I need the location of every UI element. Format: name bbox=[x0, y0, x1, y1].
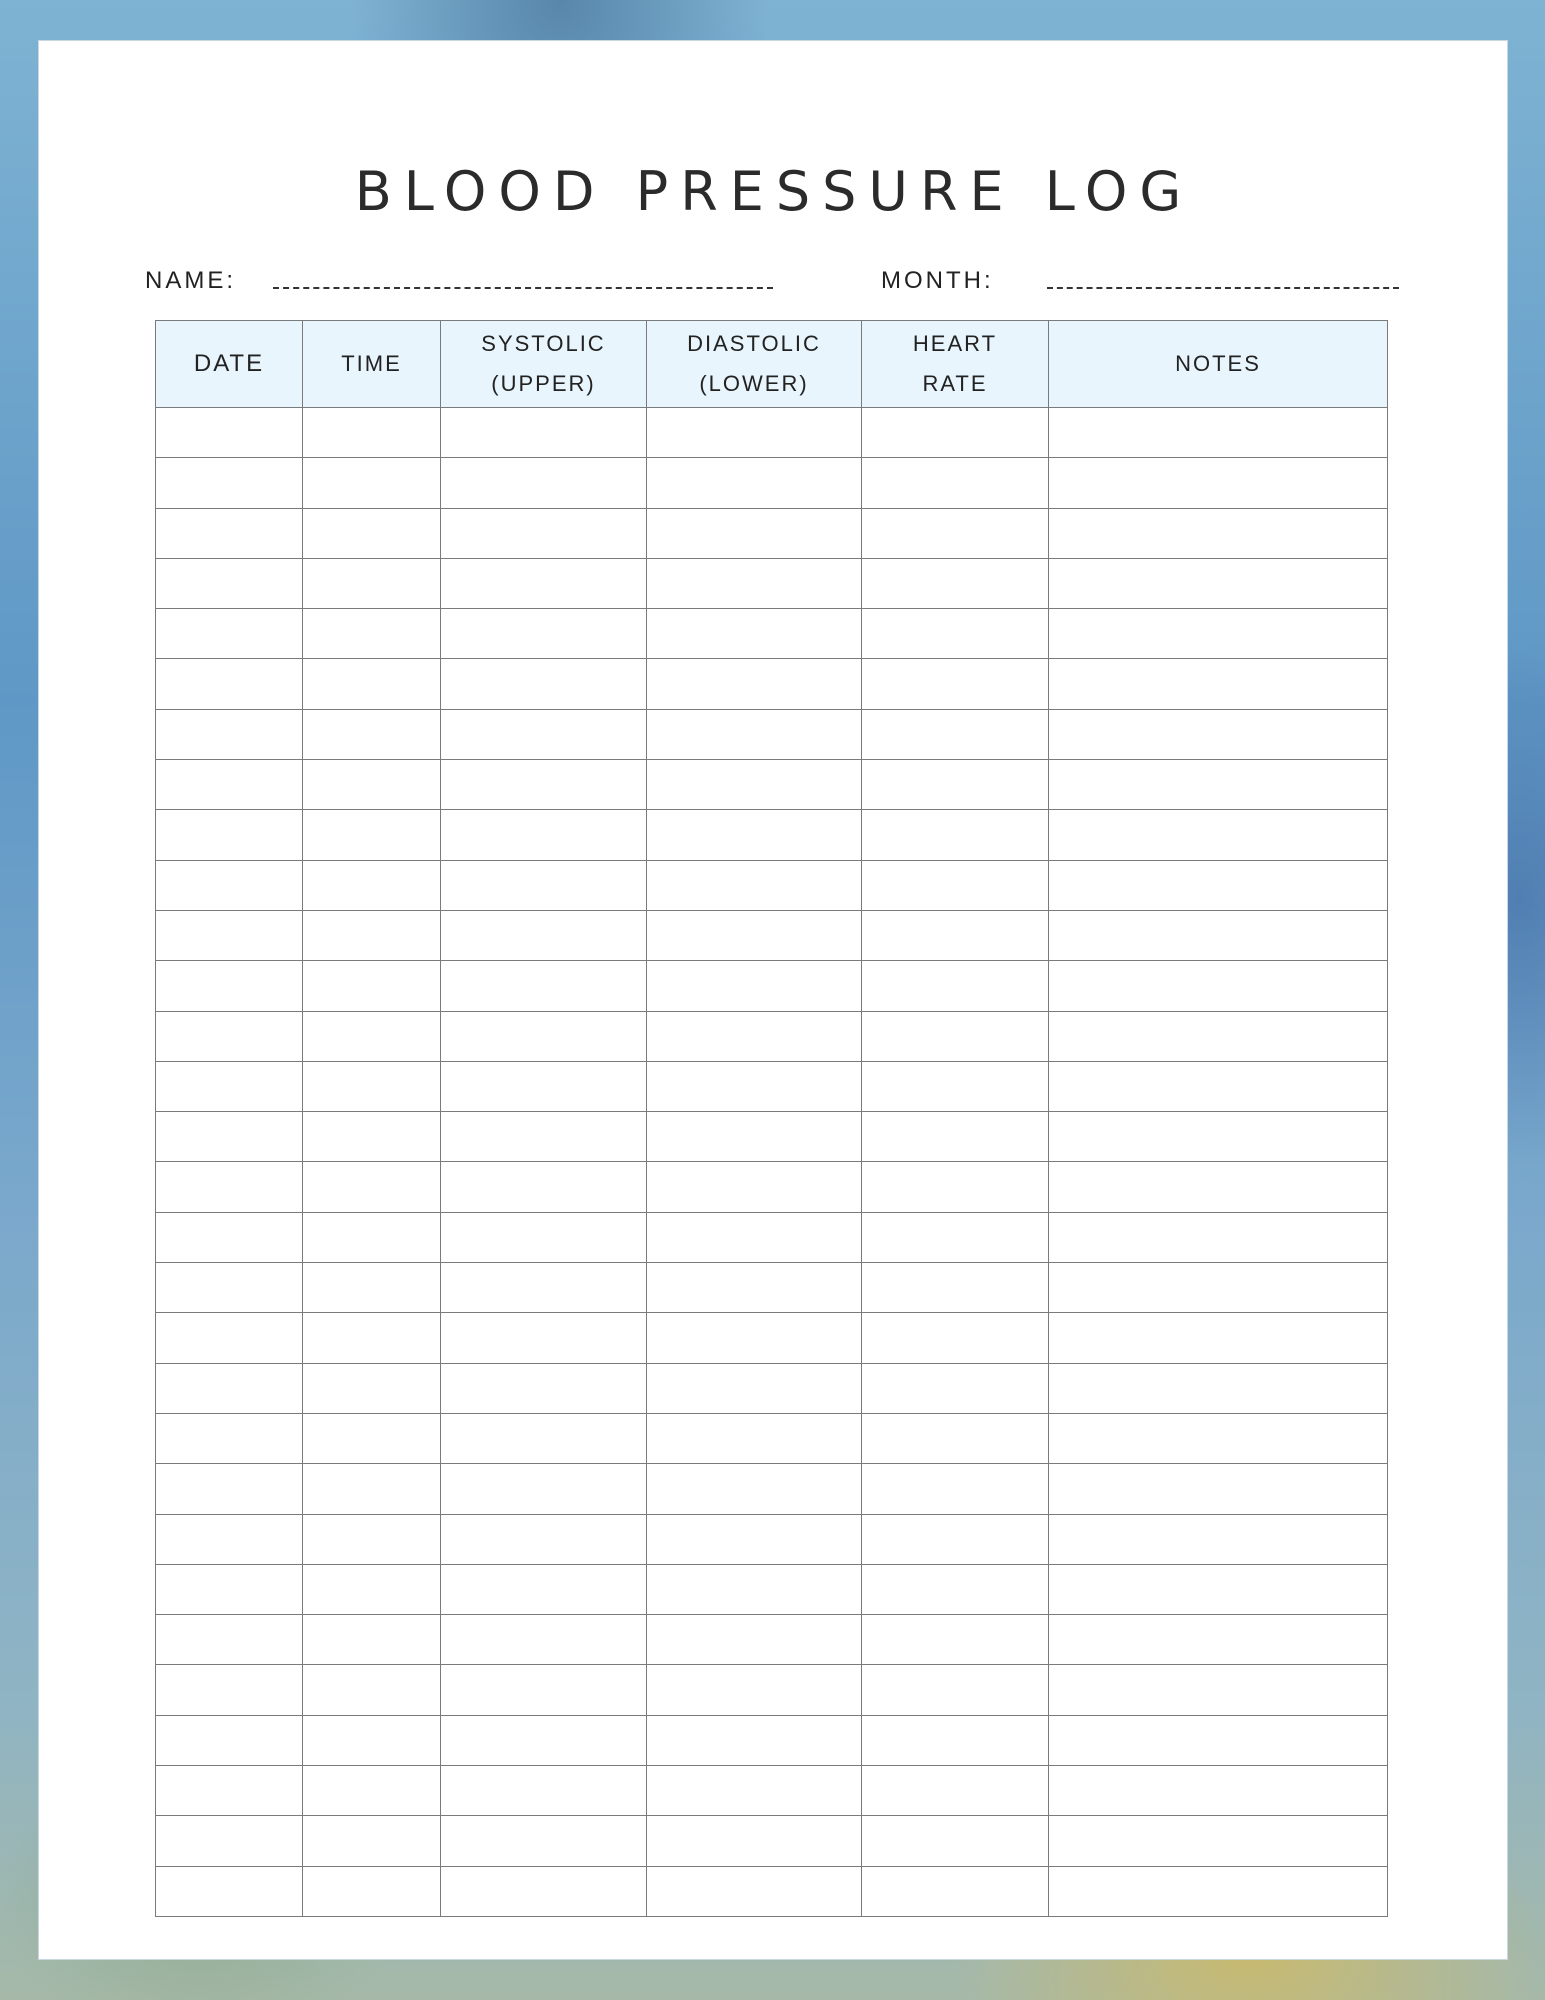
cell-notes[interactable] bbox=[1049, 1715, 1388, 1765]
page-title: BLOOD PRESSURE LOG bbox=[354, 160, 1194, 223]
cell-heart-rate[interactable] bbox=[862, 1766, 1049, 1816]
cell-heart-rate[interactable] bbox=[862, 1162, 1049, 1212]
log-body bbox=[156, 408, 1388, 1917]
table-row bbox=[156, 1816, 1388, 1866]
cell-date[interactable] bbox=[156, 408, 303, 458]
cell-heart-rate[interactable] bbox=[862, 1665, 1049, 1715]
cell-heart-rate[interactable] bbox=[862, 1816, 1049, 1866]
table-row bbox=[156, 558, 1388, 608]
cell-notes[interactable] bbox=[1049, 1514, 1388, 1564]
cell-time[interactable] bbox=[303, 1514, 441, 1564]
cell-systolic[interactable] bbox=[441, 1162, 647, 1212]
cell-notes[interactable] bbox=[1049, 1263, 1388, 1313]
table-row bbox=[156, 1413, 1388, 1463]
cell-heart-rate[interactable] bbox=[862, 1011, 1049, 1061]
cell-time[interactable] bbox=[303, 1766, 441, 1816]
cell-notes[interactable] bbox=[1049, 1464, 1388, 1514]
cell-heart-rate[interactable] bbox=[862, 1464, 1049, 1514]
cell-diastolic[interactable] bbox=[647, 910, 862, 960]
cell-systolic[interactable] bbox=[441, 709, 647, 759]
cell-systolic[interactable] bbox=[441, 408, 647, 458]
cell-diastolic[interactable] bbox=[647, 961, 862, 1011]
cell-date[interactable] bbox=[156, 1715, 303, 1765]
table-row bbox=[156, 1313, 1388, 1363]
cell-systolic[interactable] bbox=[441, 910, 647, 960]
cell-heart-rate[interactable] bbox=[862, 1313, 1049, 1363]
cell-date[interactable] bbox=[156, 1615, 303, 1665]
table-row bbox=[156, 910, 1388, 960]
table-row bbox=[156, 458, 1388, 508]
cell-systolic[interactable] bbox=[441, 1766, 647, 1816]
cell-notes[interactable] bbox=[1049, 408, 1388, 458]
cell-heart-rate[interactable] bbox=[862, 1564, 1049, 1614]
cell-date[interactable] bbox=[156, 709, 303, 759]
cell-systolic[interactable] bbox=[441, 1665, 647, 1715]
cell-date[interactable] bbox=[156, 558, 303, 608]
cell-date[interactable] bbox=[156, 760, 303, 810]
cell-time[interactable] bbox=[303, 1866, 441, 1916]
cell-time[interactable] bbox=[303, 1816, 441, 1866]
cell-diastolic[interactable] bbox=[647, 1514, 862, 1564]
cell-heart-rate[interactable] bbox=[862, 1112, 1049, 1162]
cell-heart-rate[interactable] bbox=[862, 961, 1049, 1011]
table-row bbox=[156, 709, 1388, 759]
cell-heart-rate[interactable] bbox=[862, 1363, 1049, 1413]
cell-notes[interactable] bbox=[1049, 508, 1388, 558]
table-row bbox=[156, 1514, 1388, 1564]
cell-notes[interactable] bbox=[1049, 1816, 1388, 1866]
header-diastolic: DIASTOLIC (LOWER) bbox=[647, 321, 862, 408]
cell-diastolic[interactable] bbox=[647, 1615, 862, 1665]
cell-time[interactable] bbox=[303, 1162, 441, 1212]
table-row bbox=[156, 1766, 1388, 1816]
cell-systolic[interactable] bbox=[441, 1816, 647, 1866]
cell-notes[interactable] bbox=[1049, 558, 1388, 608]
cell-date[interactable] bbox=[156, 1766, 303, 1816]
cell-time[interactable] bbox=[303, 408, 441, 458]
name-input-line[interactable] bbox=[273, 261, 773, 289]
cell-systolic[interactable] bbox=[441, 1061, 647, 1111]
cell-notes[interactable] bbox=[1049, 1212, 1388, 1262]
cell-time[interactable] bbox=[303, 810, 441, 860]
cell-systolic[interactable] bbox=[441, 1363, 647, 1413]
cell-time[interactable] bbox=[303, 709, 441, 759]
cell-systolic[interactable] bbox=[441, 508, 647, 558]
cell-systolic[interactable] bbox=[441, 1866, 647, 1916]
cell-diastolic[interactable] bbox=[647, 1464, 862, 1514]
cell-date[interactable] bbox=[156, 1816, 303, 1866]
cell-date[interactable] bbox=[156, 508, 303, 558]
cell-systolic[interactable] bbox=[441, 1514, 647, 1564]
cell-diastolic[interactable] bbox=[647, 1061, 862, 1111]
cell-notes[interactable] bbox=[1049, 1313, 1388, 1363]
cell-date[interactable] bbox=[156, 1413, 303, 1463]
cell-time[interactable] bbox=[303, 508, 441, 558]
cell-diastolic[interactable] bbox=[647, 709, 862, 759]
cell-time[interactable] bbox=[303, 1263, 441, 1313]
header-time: TIME bbox=[303, 321, 441, 408]
cell-heart-rate[interactable] bbox=[862, 558, 1049, 608]
cell-notes[interactable] bbox=[1049, 1866, 1388, 1916]
cell-time[interactable] bbox=[303, 609, 441, 659]
table-row bbox=[156, 1715, 1388, 1765]
cell-systolic[interactable] bbox=[441, 1615, 647, 1665]
cell-date[interactable] bbox=[156, 1061, 303, 1111]
cell-systolic[interactable] bbox=[441, 860, 647, 910]
cell-diastolic[interactable] bbox=[647, 558, 862, 608]
cell-time[interactable] bbox=[303, 910, 441, 960]
cell-diastolic[interactable] bbox=[647, 1766, 862, 1816]
table-row bbox=[156, 1615, 1388, 1665]
cell-notes[interactable] bbox=[1049, 860, 1388, 910]
table-row bbox=[156, 860, 1388, 910]
cell-time[interactable] bbox=[303, 458, 441, 508]
table-row bbox=[156, 1212, 1388, 1262]
cell-date[interactable] bbox=[156, 1866, 303, 1916]
cell-time[interactable] bbox=[303, 1313, 441, 1363]
table-row bbox=[156, 810, 1388, 860]
cell-time[interactable] bbox=[303, 558, 441, 608]
log-table bbox=[155, 320, 1388, 1917]
cell-notes[interactable] bbox=[1049, 1615, 1388, 1665]
cell-date[interactable] bbox=[156, 961, 303, 1011]
cell-systolic[interactable] bbox=[441, 1112, 647, 1162]
cell-systolic[interactable] bbox=[441, 558, 647, 608]
cell-date[interactable] bbox=[156, 1112, 303, 1162]
cell-heart-rate[interactable] bbox=[862, 1061, 1049, 1111]
cell-heart-rate[interactable] bbox=[862, 1263, 1049, 1313]
month-label: MONTH: bbox=[881, 267, 994, 294]
cell-diastolic[interactable] bbox=[647, 458, 862, 508]
cell-time[interactable] bbox=[303, 961, 441, 1011]
cell-heart-rate[interactable] bbox=[862, 1212, 1049, 1262]
cell-notes[interactable] bbox=[1049, 910, 1388, 960]
cell-systolic[interactable] bbox=[441, 1413, 647, 1463]
cell-time[interactable] bbox=[303, 1363, 441, 1413]
cell-systolic[interactable] bbox=[441, 760, 647, 810]
cell-notes[interactable] bbox=[1049, 1766, 1388, 1816]
cell-notes[interactable] bbox=[1049, 961, 1388, 1011]
cell-systolic[interactable] bbox=[441, 961, 647, 1011]
cell-date[interactable] bbox=[156, 860, 303, 910]
cell-diastolic[interactable] bbox=[647, 1162, 862, 1212]
header-heart-rate: HEART RATE bbox=[862, 321, 1049, 408]
header-systolic: SYSTOLIC (UPPER) bbox=[441, 321, 647, 408]
cell-systolic[interactable] bbox=[441, 1011, 647, 1061]
cell-diastolic[interactable] bbox=[647, 508, 862, 558]
cell-diastolic[interactable] bbox=[647, 1665, 862, 1715]
name-label: NAME: bbox=[145, 267, 237, 294]
cell-diastolic[interactable] bbox=[647, 1866, 862, 1916]
cell-time[interactable] bbox=[303, 1061, 441, 1111]
cell-diastolic[interactable] bbox=[647, 1816, 862, 1866]
table-row bbox=[156, 1564, 1388, 1614]
cell-heart-rate[interactable] bbox=[862, 1866, 1049, 1916]
cell-notes[interactable] bbox=[1049, 1112, 1388, 1162]
cell-date[interactable] bbox=[156, 458, 303, 508]
cell-date[interactable] bbox=[156, 659, 303, 709]
header-date: DATE bbox=[156, 321, 303, 408]
cell-time[interactable] bbox=[303, 1464, 441, 1514]
cell-date[interactable] bbox=[156, 1162, 303, 1212]
cell-heart-rate[interactable] bbox=[862, 709, 1049, 759]
table-row bbox=[156, 408, 1388, 458]
cell-notes[interactable] bbox=[1049, 709, 1388, 759]
cell-systolic[interactable] bbox=[441, 1263, 647, 1313]
table-row bbox=[156, 1866, 1388, 1916]
cell-time[interactable] bbox=[303, 1665, 441, 1715]
cell-time[interactable] bbox=[303, 860, 441, 910]
cell-heart-rate[interactable] bbox=[862, 659, 1049, 709]
table-row bbox=[156, 961, 1388, 1011]
cell-diastolic[interactable] bbox=[647, 609, 862, 659]
cell-diastolic[interactable] bbox=[647, 408, 862, 458]
cell-time[interactable] bbox=[303, 659, 441, 709]
cell-notes[interactable] bbox=[1049, 1363, 1388, 1413]
cell-systolic[interactable] bbox=[441, 1564, 647, 1614]
cell-heart-rate[interactable] bbox=[862, 810, 1049, 860]
cell-time[interactable] bbox=[303, 1615, 441, 1665]
cell-heart-rate[interactable] bbox=[862, 760, 1049, 810]
cell-date[interactable] bbox=[156, 1665, 303, 1715]
cell-diastolic[interactable] bbox=[647, 1564, 862, 1614]
cell-notes[interactable] bbox=[1049, 1061, 1388, 1111]
cell-diastolic[interactable] bbox=[647, 760, 862, 810]
cell-heart-rate[interactable] bbox=[862, 1413, 1049, 1463]
table-row bbox=[156, 760, 1388, 810]
cell-notes[interactable] bbox=[1049, 1162, 1388, 1212]
cell-diastolic[interactable] bbox=[647, 1715, 862, 1765]
cell-heart-rate[interactable] bbox=[862, 408, 1049, 458]
cell-time[interactable] bbox=[303, 760, 441, 810]
cell-notes[interactable] bbox=[1049, 1665, 1388, 1715]
cell-diastolic[interactable] bbox=[647, 1112, 862, 1162]
cell-time[interactable] bbox=[303, 1011, 441, 1061]
cell-date[interactable] bbox=[156, 1363, 303, 1413]
cell-time[interactable] bbox=[303, 1564, 441, 1614]
cell-notes[interactable] bbox=[1049, 760, 1388, 810]
cell-diastolic[interactable] bbox=[647, 1313, 862, 1363]
cell-diastolic[interactable] bbox=[647, 1212, 862, 1262]
cell-heart-rate[interactable] bbox=[862, 458, 1049, 508]
cell-date[interactable] bbox=[156, 1212, 303, 1262]
cell-systolic[interactable] bbox=[441, 1464, 647, 1514]
log-sheet bbox=[38, 40, 1508, 1960]
cell-date[interactable] bbox=[156, 609, 303, 659]
cell-time[interactable] bbox=[303, 1413, 441, 1463]
cell-systolic[interactable] bbox=[441, 810, 647, 860]
cell-date[interactable] bbox=[156, 1464, 303, 1514]
cell-heart-rate[interactable] bbox=[862, 860, 1049, 910]
header-row bbox=[156, 321, 1388, 408]
cell-systolic[interactable] bbox=[441, 659, 647, 709]
table-row bbox=[156, 1112, 1388, 1162]
cell-systolic[interactable] bbox=[441, 1313, 647, 1363]
cell-heart-rate[interactable] bbox=[862, 910, 1049, 960]
cell-notes[interactable] bbox=[1049, 810, 1388, 860]
table-row bbox=[156, 659, 1388, 709]
cell-heart-rate[interactable] bbox=[862, 1715, 1049, 1765]
header-notes: NOTES bbox=[1049, 321, 1388, 408]
cell-date[interactable] bbox=[156, 1263, 303, 1313]
cell-notes[interactable] bbox=[1049, 458, 1388, 508]
cell-date[interactable] bbox=[156, 810, 303, 860]
cell-notes[interactable] bbox=[1049, 609, 1388, 659]
cell-date[interactable] bbox=[156, 1514, 303, 1564]
cell-diastolic[interactable] bbox=[647, 1363, 862, 1413]
cell-systolic[interactable] bbox=[441, 1715, 647, 1765]
cell-time[interactable] bbox=[303, 1112, 441, 1162]
cell-heart-rate[interactable] bbox=[862, 609, 1049, 659]
table-row bbox=[156, 1363, 1388, 1413]
cell-notes[interactable] bbox=[1049, 1564, 1388, 1614]
cell-diastolic[interactable] bbox=[647, 659, 862, 709]
name-field bbox=[145, 261, 745, 301]
cell-diastolic[interactable] bbox=[647, 810, 862, 860]
table-row bbox=[156, 1665, 1388, 1715]
cell-date[interactable] bbox=[156, 1011, 303, 1061]
cell-notes[interactable] bbox=[1049, 1413, 1388, 1463]
cell-time[interactable] bbox=[303, 1715, 441, 1765]
cell-diastolic[interactable] bbox=[647, 1413, 862, 1463]
cell-date[interactable] bbox=[156, 910, 303, 960]
month-input-line[interactable] bbox=[1047, 261, 1399, 289]
cell-notes[interactable] bbox=[1049, 1011, 1388, 1061]
cell-heart-rate[interactable] bbox=[862, 1615, 1049, 1665]
table-row bbox=[156, 1061, 1388, 1111]
table-row bbox=[156, 1464, 1388, 1514]
month-field bbox=[881, 261, 1441, 301]
cell-heart-rate[interactable] bbox=[862, 1514, 1049, 1564]
cell-date[interactable] bbox=[156, 1313, 303, 1363]
cell-heart-rate[interactable] bbox=[862, 508, 1049, 558]
cell-time[interactable] bbox=[303, 1212, 441, 1262]
table-row bbox=[156, 1162, 1388, 1212]
table-row bbox=[156, 1263, 1388, 1313]
cell-notes[interactable] bbox=[1049, 659, 1388, 709]
cell-systolic[interactable] bbox=[441, 1212, 647, 1262]
cell-systolic[interactable] bbox=[441, 458, 647, 508]
cell-diastolic[interactable] bbox=[647, 860, 862, 910]
cell-systolic[interactable] bbox=[441, 609, 647, 659]
table-row bbox=[156, 609, 1388, 659]
table-row bbox=[156, 508, 1388, 558]
cell-date[interactable] bbox=[156, 1564, 303, 1614]
cell-diastolic[interactable] bbox=[647, 1011, 862, 1061]
table-row bbox=[156, 1011, 1388, 1061]
cell-diastolic[interactable] bbox=[647, 1263, 862, 1313]
